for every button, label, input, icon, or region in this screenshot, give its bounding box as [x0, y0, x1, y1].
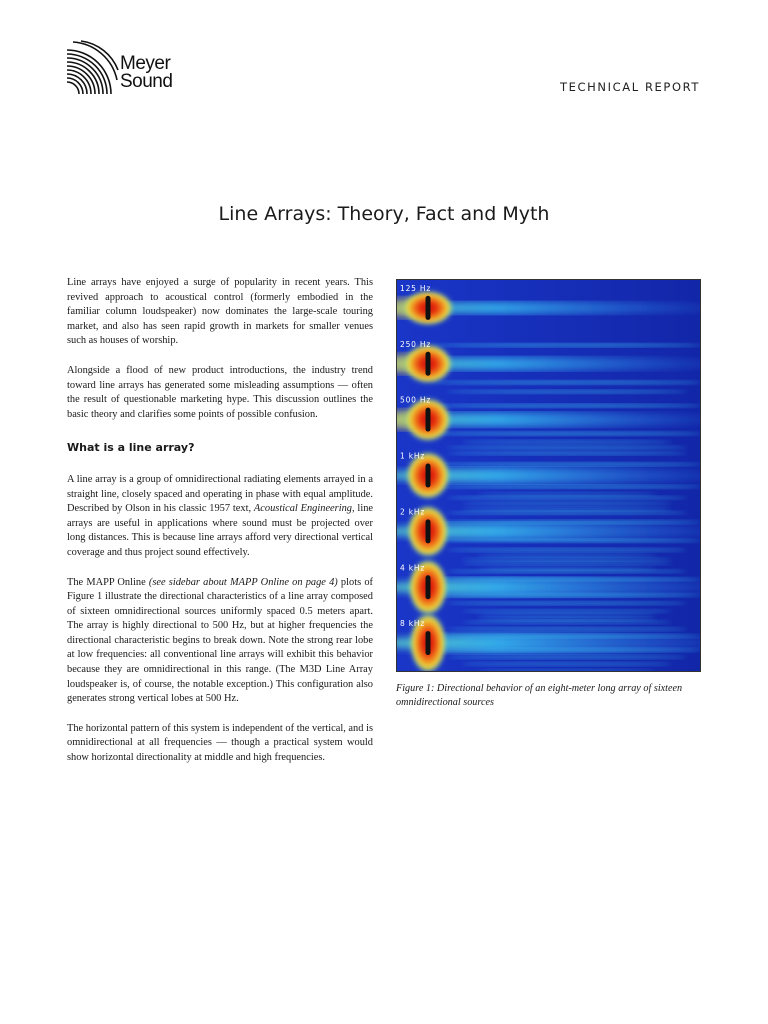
paragraph-definition [67, 473, 373, 561]
band-label: 500 Hz [400, 395, 432, 405]
side-lobe [432, 403, 700, 407]
array-element [426, 575, 431, 599]
side-lobe [432, 648, 700, 652]
side-lobe [447, 390, 687, 394]
paragraph-intro: Line arrays have enjoyed a surge of popularity in recent years. This revived approach to acoustical control (formerly embodied in the familiar column loudspeaker) now dominates the large-scale touring market, and also has seen rapid growth in markets for smaller venues such as houses of worship. [67, 277, 373, 347]
side-lobe [462, 609, 672, 613]
logo-wordmark [120, 55, 172, 91]
side-lobe [462, 557, 672, 561]
array-element [426, 464, 431, 488]
paragraph-definition-text-2: , line arrays are useful in applications where sound must be projected over long distances. This is because line arrays afford very directional vertical coverage and thus project sound effectively. [67, 503, 374, 558]
side-lobe [477, 492, 657, 496]
side-lobe [432, 380, 700, 384]
side-lobe [477, 553, 657, 557]
logo-line-2: Sound [120, 71, 173, 92]
side-lobe [432, 343, 700, 347]
report-type-label: TECHNICAL REPORT [560, 80, 700, 94]
side-lobe [447, 511, 687, 515]
body-column [67, 276, 373, 781]
side-lobe [432, 431, 700, 435]
side-lobe [462, 620, 672, 624]
figure-caption: Figure 1: Directional behavior of an eight-meter long array of sixteen omnidirectional sources [396, 683, 683, 708]
paragraph-context: Alongside a flood of new product introductions, the industry trend toward line arrays has generated some misleading assumptions — often the result of questionable marketing hype. This discussion outlines the basic theory and clarifies some points of possible confusion. [67, 364, 373, 420]
side-lobe [447, 451, 687, 455]
side-lobe [447, 445, 687, 449]
section-heading: What is a line array? [67, 441, 195, 455]
band-label: 2 kHz [400, 507, 426, 517]
side-lobe [462, 561, 672, 565]
side-lobe [432, 634, 700, 638]
paragraph-horizontal: The horizontal pattern of this system is independent of the vertical, and is omnidirectional at all frequencies — though a practical system would show horizontal directionality at middle and high frequencies. [67, 722, 373, 764]
paragraph-definition-text-1: A line array is a group of omnidirectional radiating elements arrayed in a straight line, closely spaced and operating in phase with equal amplitude. Described by Olson in his classic 1957 text, [67, 473, 373, 515]
sidebar-reference: (see sidebar about MAPP Online on page 4) [148, 576, 338, 588]
array-element [426, 408, 431, 432]
side-lobe [432, 593, 700, 597]
side-lobe [447, 569, 687, 573]
array-element [426, 631, 431, 655]
band-label: 8 kHz [400, 619, 426, 629]
side-lobe [432, 538, 700, 542]
side-lobe [447, 655, 687, 659]
side-lobe [432, 484, 700, 488]
band-label: 250 Hz [400, 339, 432, 349]
logo-arc-icon [67, 40, 119, 94]
side-lobe [447, 601, 687, 605]
array-element [426, 296, 431, 320]
side-lobe [447, 548, 687, 552]
logo-line-1: Meyer [120, 53, 171, 74]
paragraph-mapp-text-1: The MAPP Online [67, 576, 149, 588]
band-label: 4 kHz [400, 563, 426, 573]
band-label: 125 Hz [400, 284, 432, 293]
directivity-plot-svg [397, 280, 700, 671]
side-lobe [432, 462, 700, 466]
paragraph-mapp [67, 576, 373, 707]
side-lobe [432, 577, 700, 581]
side-lobe [477, 613, 657, 617]
array-element [426, 519, 431, 543]
side-lobe [447, 627, 687, 631]
band-label: 1 kHz [400, 451, 426, 461]
side-lobe [462, 501, 672, 505]
paragraph-mapp-text-2: plots of Figure 1 illustrate the directional characteristics of a line array composed of sixteen omnidirectional sources uniformly spaced 0.5 meters apart. The array is highly directional to 500 Hz, but at higher frequencies the directional characteristic begins to break down. Note the strong rear lobe at low frequencies: all conventional line arrays will exhibit this behavior because they are omnidirectional in this range. (The M3D Line Array loudspeaker is, of course, the notable exception.) This configuration also generates strong vertical lobes at 500 Hz. [67, 576, 373, 705]
meyer-sound-logo [67, 40, 197, 96]
side-lobe [462, 662, 672, 666]
page-title: Line Arrays: Theory, Fact and Myth [218, 203, 550, 225]
array-element [426, 352, 431, 376]
figure-1-plot [396, 279, 701, 672]
side-lobe [432, 520, 700, 524]
side-lobe [462, 440, 672, 444]
book-title: Acoustical Engineering [253, 503, 352, 515]
